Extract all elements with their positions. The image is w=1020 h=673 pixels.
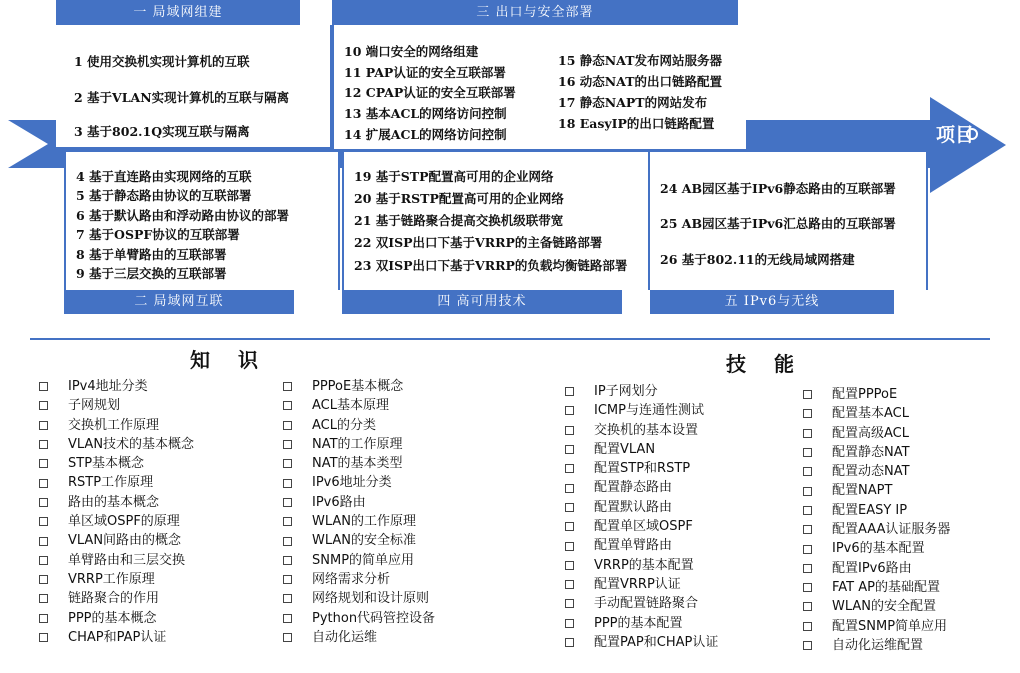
- list-item: SNMP的简单应用: [283, 551, 435, 570]
- list-item: 单臂路由和三层交换: [39, 551, 194, 570]
- list-item: 配置默认路由: [565, 498, 718, 517]
- checkbox-icon: [803, 641, 812, 650]
- list-item: 链路聚合的作用: [39, 589, 194, 608]
- list-item: 配置基本ACL: [803, 404, 950, 423]
- checkbox-icon: [283, 459, 292, 468]
- skills-col-1: [565, 382, 718, 652]
- checkbox-icon: [283, 498, 292, 507]
- checkbox-icon: [39, 575, 48, 584]
- knowledge-col-1: [39, 377, 194, 647]
- checkbox-icon: [803, 602, 812, 611]
- checkbox-icon: [39, 594, 48, 603]
- module-2-item: 4 基于直连路由实现网络的互联: [76, 169, 252, 184]
- list-item: 配置高级ACL: [803, 424, 950, 443]
- module-2-item: 8 基于单臂路由的互联部署: [76, 247, 227, 262]
- list-item: ICMP与连通性测试: [565, 401, 718, 420]
- list-item: VLAN技术的基本概念: [39, 435, 194, 454]
- checkbox-icon: [565, 426, 574, 435]
- module-2-header: 二 局域网互联: [64, 290, 294, 314]
- checkbox-icon: [39, 401, 48, 410]
- list-item: ACL的分类: [283, 416, 435, 435]
- checkbox-icon: [803, 448, 812, 457]
- checkbox-icon: [283, 479, 292, 488]
- checkbox-icon: [803, 487, 812, 496]
- checkbox-icon: [803, 467, 812, 476]
- checkbox-icon: [283, 401, 292, 410]
- checkbox-icon: [803, 506, 812, 515]
- list-item: 配置NAPT: [803, 481, 950, 500]
- checkbox-icon: [565, 599, 574, 608]
- list-item: PPP的基本概念: [39, 609, 194, 628]
- module-3-item: 17 静态NAPT的网站发布: [558, 95, 708, 110]
- list-item: PPP的基本配置: [565, 614, 718, 633]
- list-item: 配置SNMP简单应用: [803, 617, 950, 636]
- list-item: VRRP工作原理: [39, 570, 194, 589]
- checkbox-icon: [803, 545, 812, 554]
- checkbox-icon: [565, 406, 574, 415]
- list-item: 配置PAP和CHAP认证: [565, 633, 718, 652]
- module-4-item: 20 基于RSTP配置高可用的企业网络: [354, 191, 564, 206]
- checkbox-icon: [39, 421, 48, 430]
- list-item: 交换机工作原理: [39, 416, 194, 435]
- checkbox-icon: [803, 583, 812, 592]
- module-2-item: 7 基于OSPF协议的互联部署: [76, 227, 240, 242]
- list-item: IPv6地址分类: [283, 473, 435, 492]
- list-item: 网络规划和设计原则: [283, 589, 435, 608]
- list-item: NAT的工作原理: [283, 435, 435, 454]
- checkbox-icon: [39, 479, 48, 488]
- list-item: 手动配置链路聚合: [565, 594, 718, 613]
- list-item: ACL基本原理: [283, 396, 435, 415]
- list-item: NAT的基本类型: [283, 454, 435, 473]
- checkbox-icon: [39, 382, 48, 391]
- checkbox-icon: [565, 542, 574, 551]
- checkbox-icon: [39, 556, 48, 565]
- checkbox-icon: [565, 638, 574, 647]
- checkbox-icon: [565, 387, 574, 396]
- checkbox-icon: [283, 382, 292, 391]
- checkbox-icon: [39, 633, 48, 642]
- module-2-item: 5 基于静态路由协议的互联部署: [76, 188, 252, 203]
- checkbox-icon: [803, 622, 812, 631]
- checkbox-icon: [565, 445, 574, 454]
- list-item: IP子网划分: [565, 382, 718, 401]
- list-item: 自动化运维配置: [803, 636, 950, 655]
- checkbox-icon: [283, 421, 292, 430]
- checkbox-icon: [803, 409, 812, 418]
- list-item: 路由的基本概念: [39, 493, 194, 512]
- list-item: 子网规划: [39, 396, 194, 415]
- list-item: 配置VRRP认证: [565, 575, 718, 594]
- skills-col-2: [803, 385, 950, 655]
- list-item: 配置EASY IP: [803, 501, 950, 520]
- checkbox-icon: [803, 525, 812, 534]
- module-4-item: 19 基于STP配置高可用的企业网络: [354, 169, 554, 184]
- list-item: CHAP和PAP认证: [39, 628, 194, 647]
- checkbox-icon: [283, 594, 292, 603]
- module-3-item: 16 动态NAT的出口链路配置: [558, 74, 722, 89]
- module-5-item: 26 基于802.11的无线局域网搭建: [660, 252, 855, 267]
- checkbox-icon: [283, 556, 292, 565]
- list-item: 配置单区域OSPF: [565, 517, 718, 536]
- checkbox-icon: [565, 484, 574, 493]
- checkbox-icon: [39, 517, 48, 526]
- module-3-item: 14 扩展ACL的网络访问控制: [344, 127, 507, 142]
- module-2-item: 9 基于三层交换的互联部署: [76, 266, 227, 281]
- list-item: 配置VLAN: [565, 440, 718, 459]
- list-item: FAT AP的基础配置: [803, 578, 950, 597]
- checkbox-icon: [565, 619, 574, 628]
- checkbox-icon: [39, 498, 48, 507]
- module-4-item: 22 双ISP出口下基于VRRP的主备链路部署: [354, 235, 603, 250]
- list-item: IPv6的基本配置: [803, 539, 950, 558]
- checkbox-icon: [39, 614, 48, 623]
- checkbox-icon: [803, 390, 812, 399]
- knowledge-col-2: [283, 377, 435, 647]
- module-1-item: 2 基于VLAN实现计算机的互联与隔离: [74, 90, 290, 105]
- checkbox-icon: [39, 537, 48, 546]
- list-item: IPv6路由: [283, 493, 435, 512]
- list-item: STP基本概念: [39, 454, 194, 473]
- list-item: 配置动态NAT: [803, 462, 950, 481]
- module-3-item: 15 静态NAT发布网站服务器: [558, 53, 722, 68]
- list-item: RSTP工作原理: [39, 473, 194, 492]
- module-4-item: 23 双ISP出口下基于VRRP的负载均衡链路部署: [354, 258, 628, 273]
- checkbox-icon: [565, 561, 574, 570]
- arrow-label: 项目: [936, 124, 975, 146]
- module-3-item: 11 PAP认证的安全互联部署: [344, 65, 506, 80]
- list-item: 配置静态路由: [565, 478, 718, 497]
- list-item: PPPoE基本概念: [283, 377, 435, 396]
- list-item: VLAN间路由的概念: [39, 531, 194, 550]
- skills-title: 技能: [726, 352, 822, 376]
- knowledge-title: 知识: [190, 348, 286, 372]
- module-2-item: 6 基于默认路由和浮动路由协议的部署: [76, 208, 290, 223]
- list-item: VRRP的基本配置: [565, 556, 718, 575]
- module-4-header: 四 高可用技术: [342, 290, 622, 314]
- list-item: WLAN的安全标准: [283, 531, 435, 550]
- list-item: WLAN的工作原理: [283, 512, 435, 531]
- checkbox-icon: [565, 464, 574, 473]
- checkbox-icon: [283, 614, 292, 623]
- module-5-item: 24 AB园区基于IPv6静态路由的互联部署: [660, 181, 896, 196]
- module-3-item: 10 端口安全的网络组建: [344, 44, 479, 59]
- list-item: 配置STP和RSTP: [565, 459, 718, 478]
- list-item: 网络需求分析: [283, 570, 435, 589]
- list-item: 配置静态NAT: [803, 443, 950, 462]
- list-item: 配置AAA认证服务器: [803, 520, 950, 539]
- checkbox-icon: [283, 575, 292, 584]
- checkbox-icon: [39, 440, 48, 449]
- module-1-item: 3 基于802.1Q实现互联与隔离: [74, 124, 250, 139]
- module-3-item: 13 基本ACL的网络访问控制: [344, 106, 507, 121]
- checkbox-icon: [283, 440, 292, 449]
- module-4-item: 21 基于链路聚合提高交换机级联带宽: [354, 213, 564, 228]
- module-3-item: 18 EasyIP的出口链路配置: [558, 116, 715, 131]
- section-divider: [30, 338, 990, 340]
- list-item: 配置单臂路由: [565, 536, 718, 555]
- checkbox-icon: [803, 564, 812, 573]
- checkbox-icon: [39, 459, 48, 468]
- list-item: IPv4地址分类: [39, 377, 194, 396]
- module-1-item: 1 使用交换机实现计算机的互联: [74, 54, 250, 69]
- checkbox-icon: [803, 429, 812, 438]
- list-item: 自动化运维: [283, 628, 435, 647]
- checkbox-icon: [283, 633, 292, 642]
- checkbox-icon: [565, 580, 574, 589]
- list-item: WLAN的安全配置: [803, 597, 950, 616]
- checkbox-icon: [565, 503, 574, 512]
- module-5-item: 25 AB园区基于IPv6汇总路由的互联部署: [660, 216, 896, 231]
- circle-icon: [966, 128, 978, 140]
- module-3-header: 三 出口与安全部署: [332, 0, 738, 26]
- module-1-header: 一 局域网组建: [56, 0, 300, 26]
- module-5-header: 五 IPv6与无线: [650, 290, 894, 314]
- list-item: 配置IPv6路由: [803, 559, 950, 578]
- list-item: 交换机的基本设置: [565, 421, 718, 440]
- checkbox-icon: [565, 522, 574, 531]
- list-item: 单区域OSPF的原理: [39, 512, 194, 531]
- module-3-item: 12 CPAP认证的安全互联部署: [344, 85, 516, 100]
- checkbox-icon: [283, 537, 292, 546]
- list-item: Python代码管控设备: [283, 609, 435, 628]
- checkbox-icon: [283, 517, 292, 526]
- list-item: 配置PPPoE: [803, 385, 950, 404]
